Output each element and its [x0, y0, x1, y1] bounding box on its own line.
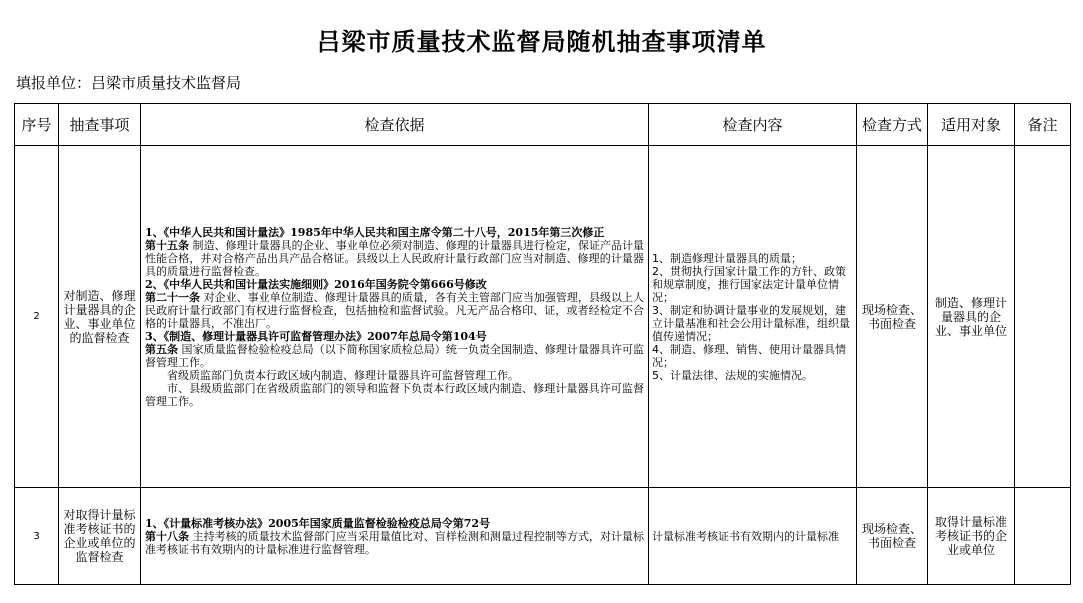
row-basis [141, 146, 649, 488]
basis-heading: 2、《中华人民共和国计量法实施细则》2016年国务院令第666号修改 [145, 277, 487, 291]
basis-paragraph [145, 369, 644, 382]
header-target: 适用对象 [928, 104, 1015, 146]
page-title: 吕梁市质量技术监督局随机抽查事项清单 [316, 27, 767, 56]
header-content: 检查内容 [649, 104, 857, 146]
row-content [649, 488, 857, 585]
header-seq: 序号 [15, 104, 59, 146]
table-header-row [15, 104, 1071, 146]
basis-text: 国家质量监督检验检疫总局（以下简称国家质检总局）统一负责全国制造、修理计量器具许可监督管理工作。 [145, 342, 645, 369]
basis-heading: 1、《中华人民共和国计量法》1985年中华人民共和国主席令第二十八号，2015年第三次修正 [145, 225, 605, 239]
basis-heading: 1、《计量标准考核办法》2005年国家质量监督检验检疫总局令第72号 [145, 516, 491, 530]
header-method: 检查方式 [857, 104, 928, 146]
row-note [1015, 146, 1071, 488]
row-item: 对取得计量标准考核证书的企业或单位的监督检查 [59, 488, 141, 585]
inspection-table [14, 103, 1071, 585]
content-line: 2、贯彻执行国家计量工作的方针、政策和规章制度，推行国家法定计量单位情况； [652, 264, 846, 304]
content-line: 4、制造、修理、销售、使用计量器具情况； [652, 342, 846, 369]
basis-text: 主持考核的质量技术监督部门应当采用量值比对、盲样检测和测量过程控制等方式，对计量标准考核证书有效期内的计量标准进行监督管理。 [145, 529, 644, 556]
basis-paragraph [145, 291, 644, 330]
basis-text: 省级质监部门负责本行政区域内制造、修理计量器具许可监督管理工作。 [167, 368, 519, 382]
basis-paragraph [145, 239, 644, 278]
basis-paragraph [145, 517, 644, 530]
row-target: 取得计量标准考核证书的企业或单位 [928, 488, 1015, 585]
basis-paragraph [145, 226, 644, 239]
basis-paragraph [145, 382, 644, 408]
content-line: 3、制定和协调计量事业的发展规划，建立计量基准和社会公用计量标准，组织量值传递情况； [652, 303, 850, 343]
content-line: 5、计量法律、法规的实施情况。 [652, 368, 813, 382]
basis-paragraph [145, 530, 644, 556]
table-row [15, 488, 1071, 585]
basis-heading: 第十五条 [145, 238, 190, 252]
row-content [649, 146, 857, 488]
content-line: 计量标准考核证书有效期内的计量标准 [652, 529, 839, 543]
basis-text: 对企业、事业单位制造、修理计量器具的质量，各有关主管部门应当加强管理，县级以上人民政府计量行政部门有权进行监督检查，包括抽检和监督试验。凡无产品合格印、证，或者经检定不合格的计量器具，不准出厂。 [145, 290, 645, 330]
row-item: 对制造、修理计量器具的企业、事业单位的监督检查 [59, 146, 141, 488]
basis-paragraph [145, 278, 644, 291]
basis-heading: 第二十一条 [145, 290, 201, 304]
table-row [15, 146, 1071, 488]
row-method: 现场检查、书面检查 [857, 146, 928, 488]
row-seq: 3 [15, 488, 59, 585]
row-basis [141, 488, 649, 585]
row-target: 制造、修理计量器具的企业、事业单位 [928, 146, 1015, 488]
row-note [1015, 488, 1071, 585]
basis-paragraph [145, 343, 644, 369]
row-method: 现场检查、书面检查 [857, 488, 928, 585]
header-item: 抽查事项 [59, 104, 141, 146]
header-basis: 检查依据 [141, 104, 649, 146]
content-line: 1、制造修理计量器具的质量； [652, 251, 802, 265]
basis-text: 市、县级质监部门在省级质监部门的领导和监督下负责本行政区域内制造、修理计量器具许可监督管理工作。 [145, 381, 644, 408]
basis-heading: 3、《制造、修理计量器具许可监督管理办法》2007年总局令第104号 [145, 329, 487, 343]
basis-heading: 第十八条 [145, 529, 190, 543]
basis-heading: 第五条 [145, 342, 179, 356]
basis-paragraph [145, 330, 644, 343]
header-note: 备注 [1015, 104, 1071, 146]
basis-text: 制造、修理计量器具的企业、事业单位必须对制造、修理的计量器具进行检定，保证产品计量性能合格，并对合格产品出具产品合格证。县级以上人民政府计量行政部门应当对制造、修理的计量器具的质量进行监督检查。 [145, 238, 644, 278]
filing-unit: 填报单位：吕梁市质量技术监督局 [16, 74, 242, 92]
row-seq: 2 [15, 146, 59, 488]
